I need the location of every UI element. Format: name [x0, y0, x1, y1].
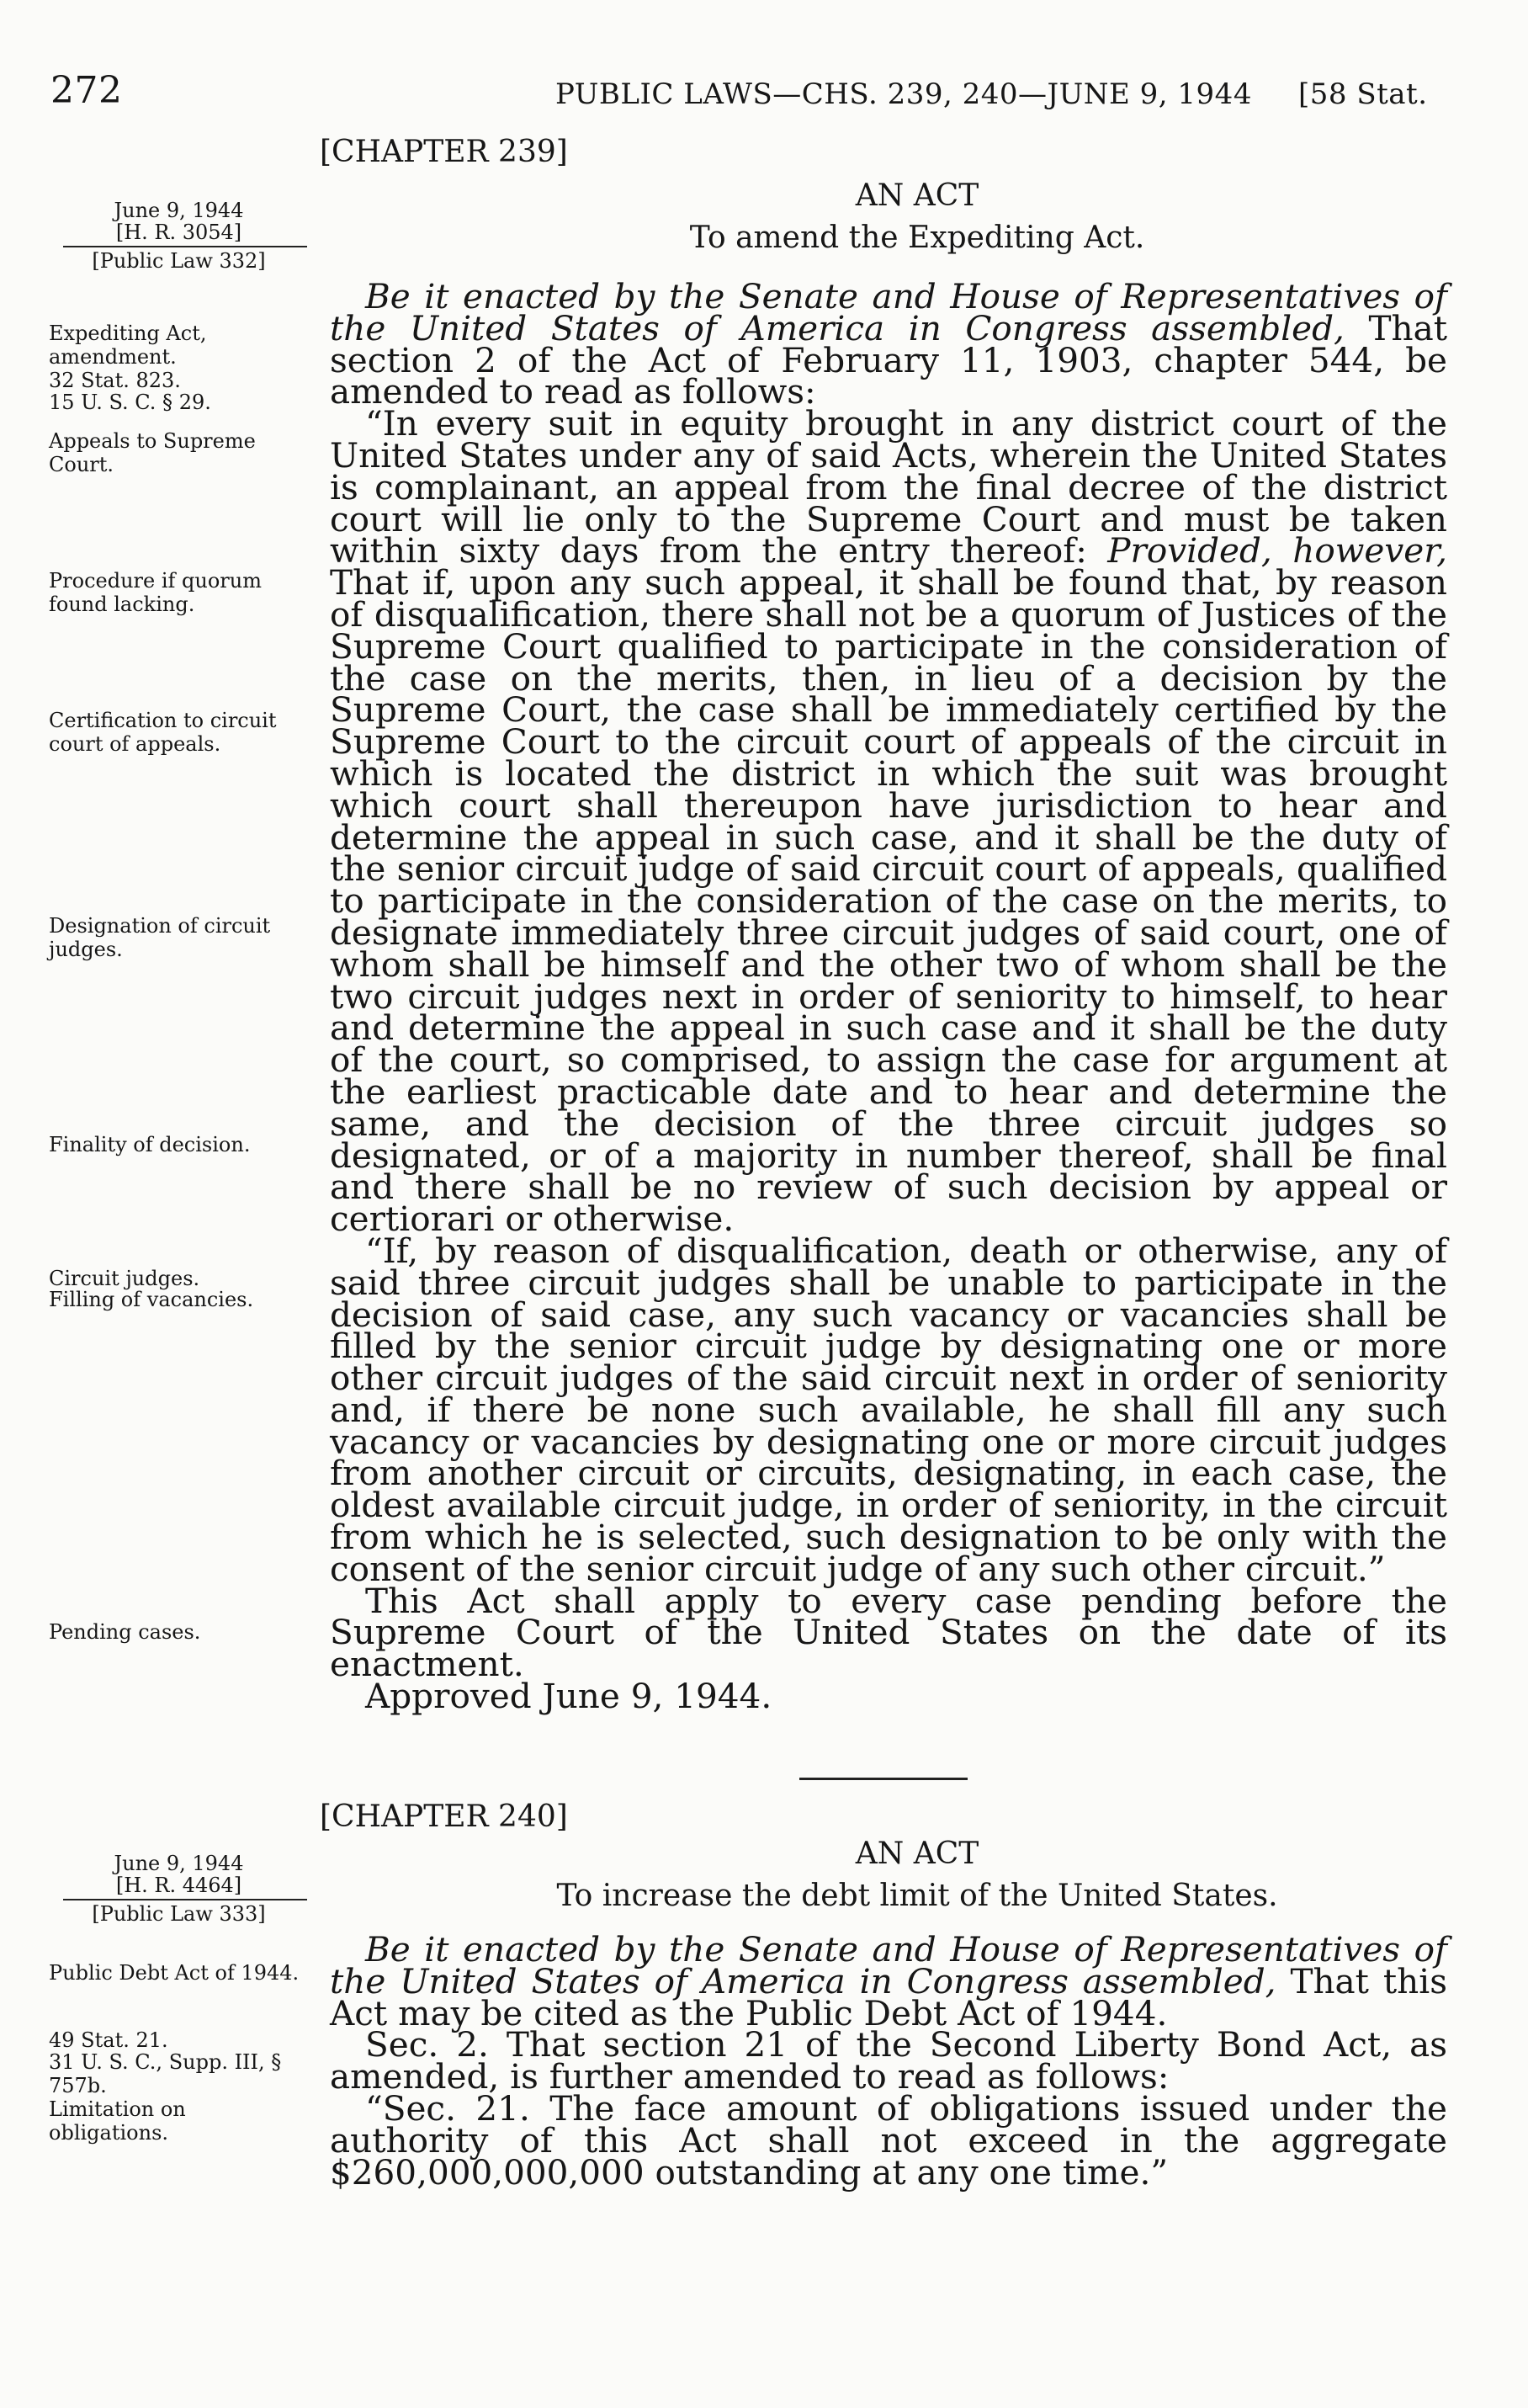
ch239-margin-rule [63, 246, 307, 247]
ch240-enact-italic: Be it enacted by the Senate and House of Representatives of the United States of America in Congress assembled, [330, 1929, 1447, 2001]
ch239-approved: Approved June 9, 1944. [365, 1676, 772, 1717]
chapter-240-heading: [CHAPTER 240] [320, 1799, 568, 1834]
margin-note-pending: Pending cases. [49, 1620, 201, 1644]
ch240-enacting-clause [330, 1929, 1447, 2033]
volume-reference: [58 Stat. [1298, 77, 1428, 111]
margin-note-vacancies: Filling of vacancies. [49, 1288, 254, 1311]
ch239-p1a: “In every suit in equity brought in any district court of the United States under any of said Acts, wherein the United States is complainant, an appeal from the final decree of the district court will lie only to the Supreme Court and must be taken within sixty days from the entry thereof: [330, 403, 1447, 571]
running-head: PUBLIC LAWS—CHS. 239, 240—JUNE 9, 1944 [555, 77, 1252, 111]
chapter-240-body [330, 1929, 1447, 2193]
ch239-bill: [H. R. 3054] [115, 221, 242, 244]
ch239-enacting-clause [330, 276, 1447, 412]
margin-note-expediting-act: Expediting Act, amendment. [49, 322, 207, 369]
ch239-provided: Provided, however, [1107, 530, 1447, 571]
margin-note-quorum: Procedure if quorum found lacking. [49, 569, 262, 616]
chapter-240-purpose: To increase the debt limit of the United States. [556, 1879, 1278, 1913]
margin-note-appeals: Appeals to Supreme Court. [49, 429, 256, 476]
margin-note-circuit-judges: Circuit judges. [49, 1267, 200, 1290]
ch240-public-law: [Public Law 333] [92, 1902, 266, 1926]
ch239-p1b: That if, upon any such appeal, it shall be found that, by reason of disqualification, there shall not be a quorum of Justices of the Supreme Court qualified to participate in the consideration of the case on the merits, then, in lieu of a decision by the Supreme Court, the case shall be immediately certified by the Supreme Court to the circuit court of appeals of the circuit in which is located the district in which the suit was brought which court shall thereupon have jurisdiction to hear and determine the appeal in such case, and it shall be the duty of the senior circuit judge of said circuit court of appeals, qualified to participate in the consideration of the case on the merits, to designate immediately three circuit judges of said court, one of whom shall be himself and the other two of whom shall be the two circuit judges next in order of seniority to himself, to hear and determine the appeal in such case and it shall be the duty of the court, so comprised, to assign the case for argument at the earliest practicable date and to hear and determine the same, and the decision of the three circuit judges so designated, or of a majority in number thereof, shall be final and there shall be no review of such decision by appeal or certiorari or otherwise. [330, 562, 1447, 1240]
margin-note-public-debt-act: Public Debt Act of 1944. [49, 1961, 300, 1985]
chapter-239-purpose: To amend the Expediting Act. [689, 221, 1145, 255]
margin-cite-31-usc: 31 U. S. C., Supp. III, § 757b. [49, 2050, 282, 2097]
ch240-margin-rule [63, 1899, 307, 1900]
chapter-240-act-label: AN ACT [855, 1837, 979, 1871]
ch239-paragraph-3: This Act shall apply to every case pending before the Supreme Court of the United States on the date of its enactment. [330, 1580, 1447, 1685]
ch239-date: June 9, 1944 [114, 199, 244, 222]
ch239-enact-italic: Be it enacted by the Senate and House of Representatives of the United States of America in Congress assembled, [330, 276, 1447, 348]
margin-cite-32-stat: 32 Stat. 823. [49, 369, 181, 392]
ch240-section-2: Sec. 2. That section 21 of the Second Liberty Bond Act, as amended, is further amended to read as follows: [330, 2024, 1447, 2097]
ch240-date: June 9, 1944 [114, 1852, 244, 1875]
chapter-239-act-label: AN ACT [855, 178, 979, 213]
margin-note-finality: Finality of decision. [49, 1133, 251, 1156]
chapter-239-heading: [CHAPTER 239] [320, 135, 568, 169]
page-number: 272 [50, 69, 123, 112]
ch239-paragraph-1 [330, 403, 1447, 1240]
ch240-enact-rest: That this Act may be cited as the Public Debt Act of 1944. [330, 1960, 1447, 2033]
margin-cite-15-usc: 15 U. S. C. § 29. [49, 391, 211, 414]
margin-note-limitation: Limitation on obligations. [49, 2097, 186, 2145]
chapter-239-body [330, 276, 1447, 1717]
ch239-public-law: [Public Law 332] [92, 249, 266, 273]
chapter-separator [799, 1778, 968, 1780]
ch239-enact-rest: That section 2 of the Act of February 11, 1903, chapter 544, be amended to read as follows: [330, 307, 1447, 412]
ch239-paragraph-2: “If, by reason of disqualification, death or otherwise, any of said three circuit judges shall be unable to participate in the decision of said case, any such vacancy or vacancies shall be filled by the senior circuit judge by designating one or more other circuit judges of the said circuit next in order of seniority and, if there be none such available, he shall fill any such vacancy or vacancies by designating one or more circuit judges from another circuit or circuits, designating, in each case, the oldest available circuit judge, in order of seniority, in the circuit from which he is selected, such designation to be only with the consent of the senior circuit judge of any such other circuit.” [330, 1230, 1447, 1589]
margin-note-designation: Designation of circuit judges. [49, 914, 271, 961]
margin-cite-49-stat: 49 Stat. 21. [49, 2028, 168, 2052]
ch240-bill: [H. R. 4464] [115, 1874, 242, 1897]
ch240-section-21: “Sec. 21. The face amount of obligations issued under the authority of this Act shall not exceed in the aggregate $260,000,000,000 outstanding at any one time.” [330, 2087, 1447, 2193]
margin-note-certification: Certification to circuit court of appeals. [49, 709, 277, 756]
